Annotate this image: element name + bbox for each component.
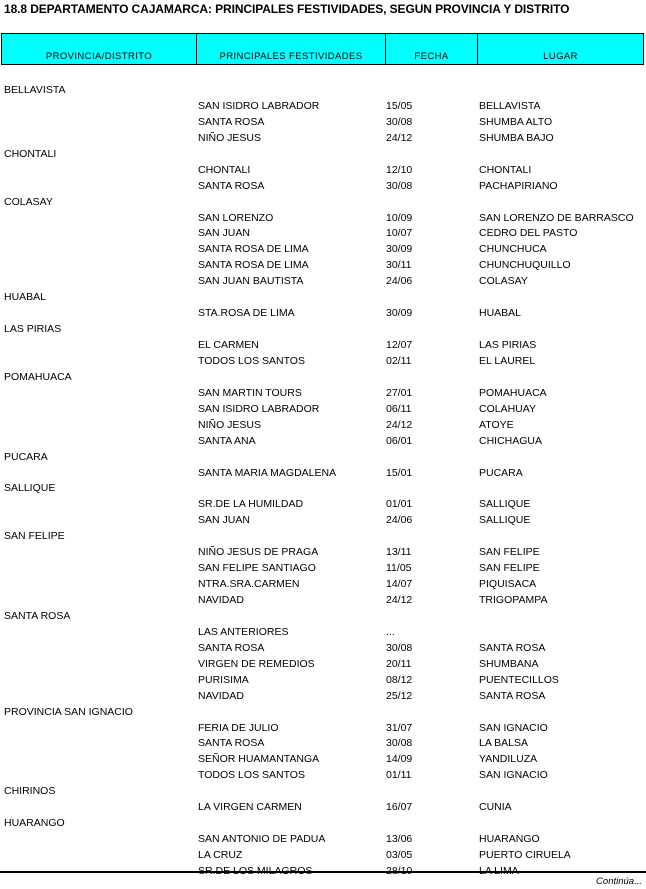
festividad-cell: SANTA MARIA MAGDALENA [198, 466, 337, 479]
header-festividades: PRINCIPALES FESTIVIDADES [197, 34, 386, 64]
table-row [0, 434, 646, 450]
fecha-cell: 14/09 [386, 753, 413, 766]
district-name: HUABAL [4, 291, 47, 304]
bottom-divider [0, 871, 646, 873]
table-row [0, 625, 646, 641]
lugar-cell: COLAHUAY [479, 402, 536, 415]
table-row [0, 115, 646, 131]
lugar-cell: SANTA ROSA [479, 641, 546, 654]
festividad-cell: TODOS LOS SANTOS [198, 769, 305, 782]
fecha-cell: 01/01 [386, 498, 413, 511]
lugar-cell: TRIGOPAMPA [479, 594, 548, 606]
festividad-cell: SAN FELIPE SANTIAGO [198, 562, 316, 575]
fecha-cell: 12/07 [386, 339, 413, 351]
fecha-cell: 30/08 [386, 737, 413, 750]
festividad-cell: SAN ISIDRO LABRADOR [198, 402, 320, 415]
lugar-cell: SAN IGNACIO [479, 721, 548, 734]
district-name: HUARANGO [4, 817, 65, 830]
lugar-cell: SAN FELIPE [479, 562, 540, 575]
district-name: CHONTALI [4, 147, 57, 160]
fecha-cell: 08/12 [386, 673, 413, 686]
table-body [0, 83, 646, 880]
table-row [0, 689, 646, 705]
lugar-cell: PUCARA [479, 466, 523, 479]
lugar-cell: LA BALSA [479, 737, 529, 750]
table-row [0, 561, 646, 577]
festividad-cell: LA CRUZ [198, 849, 243, 861]
table-row [0, 577, 646, 593]
district-row [0, 370, 646, 386]
table-row [0, 466, 646, 482]
district-row [0, 705, 646, 721]
lugar-cell: POMAHUACA [479, 386, 547, 399]
district-row [0, 784, 646, 800]
table-row [0, 800, 646, 816]
table-row [0, 179, 646, 195]
district-name: POMAHUACA [4, 370, 72, 383]
lugar-cell: SAN LORENZO DE BARRASCO [479, 211, 634, 224]
district-name: PROVINCIA SAN IGNACIO [4, 705, 133, 718]
fecha-cell: 30/09 [386, 243, 413, 256]
district-name: SANTA ROSA [4, 609, 71, 622]
table-row [0, 657, 646, 673]
fecha-cell: 10/09 [386, 211, 413, 224]
lugar-cell: CEDRO DEL PASTO [479, 227, 578, 240]
lugar-cell: LA LIMA [479, 864, 519, 877]
fecha-cell: 30/08 [386, 179, 413, 192]
table-row [0, 226, 646, 242]
table-row [0, 242, 646, 258]
district-row [0, 322, 646, 338]
festividad-cell: SR.DE LA HUMILDAD [198, 498, 304, 511]
fecha-cell: 30/11 [386, 259, 412, 272]
festividad-cell: LAS ANTERIORES [198, 625, 289, 638]
fecha-cell: 31/07 [386, 721, 413, 734]
festividad-cell: TODOS LOS SANTOS [198, 354, 305, 367]
fecha-cell: 13/11 [386, 546, 412, 559]
district-name: SAN FELIPE [4, 530, 65, 543]
district-name: CHIRINOS [4, 785, 56, 798]
lugar-cell: CHUNCHUCA [479, 243, 547, 256]
lugar-cell: PIQUISACA [479, 578, 537, 591]
fecha-cell: 27/01 [386, 386, 413, 399]
festividad-cell: CHONTALI [198, 163, 251, 176]
district-row [0, 481, 646, 497]
festividad-cell: STA.ROSA DE LIMA [198, 307, 295, 320]
table-row [0, 593, 646, 609]
header-fecha: FECHA [386, 34, 478, 64]
fecha-cell: 06/01 [386, 434, 413, 447]
fecha-cell: 30/08 [386, 641, 413, 654]
fecha-cell: 25/12 [386, 689, 413, 702]
table-header [1, 33, 644, 65]
table-row [0, 641, 646, 657]
lugar-cell: CHUNCHUQUILLO [479, 259, 571, 272]
table-row [0, 513, 646, 529]
festividad-cell: SEÑOR HUAMANTANGA [198, 753, 320, 766]
fecha-cell: 24/12 [386, 131, 413, 144]
festividad-cell: SAN JUAN BAUTISTA [198, 275, 304, 288]
district-row [0, 609, 646, 625]
district-name: LAS PIRIAS [4, 323, 62, 336]
table-row [0, 402, 646, 418]
table-row [0, 163, 646, 179]
festividad-cell: SANTA ROSA [198, 641, 265, 654]
festividad-cell: NIÑO JESUS [198, 418, 262, 431]
fecha-cell: 20/11 [386, 657, 412, 670]
fecha-cell: 12/10 [386, 163, 413, 176]
festividad-cell: SAN JUAN [198, 514, 250, 527]
lugar-cell: CHONTALI [479, 163, 532, 176]
festividad-cell: FERIA DE JULIO [198, 721, 279, 734]
lugar-cell: YANDILUZA [479, 753, 538, 766]
table-row [0, 306, 646, 322]
fecha-cell: 03/05 [386, 849, 413, 861]
festividad-cell: NAVIDAD [198, 594, 244, 606]
festividad-cell: SAN MARTIN TOURS [198, 386, 302, 399]
lugar-cell: BELLAVISTA [479, 99, 541, 112]
lugar-cell: SALLIQUE [479, 514, 531, 527]
table-row [0, 497, 646, 513]
table-row [0, 545, 646, 561]
district-name: PUCARA [4, 450, 48, 463]
fecha-cell: 24/06 [386, 514, 413, 527]
fecha-cell: 14/07 [386, 578, 413, 591]
lugar-cell: CUNIA [479, 801, 512, 814]
lugar-cell: SAN IGNACIO [479, 769, 548, 782]
table-row [0, 354, 646, 370]
lugar-cell: CHICHAGUA [479, 434, 543, 447]
table-row [0, 721, 646, 737]
table-row [0, 99, 646, 115]
festividad-cell: NAVIDAD [198, 689, 244, 702]
district-row [0, 450, 646, 466]
table-row [0, 848, 646, 864]
lugar-cell: SHUMBANA [479, 657, 539, 670]
fecha-cell: 15/01 [386, 466, 413, 479]
festividad-cell: SR.DE LOS MILAGROS [198, 864, 313, 877]
district-name: SALLIQUE [4, 482, 56, 495]
festividad-cell: SANTA ROSA DE LIMA [198, 259, 309, 272]
festividad-cell: VIRGEN DE REMEDIOS [198, 657, 315, 670]
fecha-cell: 24/12 [386, 594, 413, 606]
lugar-cell: SHUMBA ALTO [479, 115, 553, 128]
fecha-cell: 13/06 [386, 833, 413, 846]
lugar-cell: SALLIQUE [479, 498, 531, 511]
table-row [0, 832, 646, 848]
festividad-cell: SANTA ANA [198, 434, 256, 447]
district-row [0, 816, 646, 832]
fecha-cell: 10/07 [386, 227, 413, 240]
lugar-cell: HUARANGO [479, 833, 540, 846]
table-row [0, 386, 646, 402]
festividad-cell: SAN JUAN [198, 227, 250, 240]
festividad-cell: EL CARMEN [198, 339, 259, 351]
festividad-cell: SANTA ROSA [198, 179, 265, 192]
table-row [0, 752, 646, 768]
table-row [0, 258, 646, 274]
lugar-cell: HUABAL [479, 307, 522, 320]
fecha-cell: 28/10 [386, 864, 413, 877]
table-row [0, 338, 646, 354]
table-row [0, 131, 646, 147]
fecha-cell: 16/07 [386, 801, 413, 814]
table-row [0, 673, 646, 689]
fecha-cell: 11/05 [386, 562, 412, 575]
header-provincia: PROVINCIA/DISTRITO [2, 34, 197, 64]
district-row [0, 83, 646, 99]
table-row [0, 211, 646, 227]
lugar-cell: COLASAY [479, 275, 528, 288]
fecha-cell: ... [386, 625, 395, 638]
fecha-cell: 01/11 [386, 769, 412, 782]
table-row [0, 274, 646, 290]
lugar-cell: SANTA ROSA [479, 689, 546, 702]
festividad-cell: NIÑO JESUS [198, 131, 262, 144]
fecha-cell: 06/11 [386, 402, 412, 415]
fecha-cell: 02/11 [386, 354, 412, 367]
district-row [0, 195, 646, 211]
festividad-cell: LA VIRGEN CARMEN [198, 801, 302, 814]
festividad-cell: SAN LORENZO [198, 211, 274, 224]
lugar-cell: ATOYE [479, 418, 514, 431]
table-row [0, 418, 646, 434]
lugar-cell: PACHAPIRIANO [479, 179, 558, 192]
district-name: COLASAY [4, 195, 53, 208]
page-title: 18.8 DEPARTAMENTO CAJAMARCA: PRINCIPALES FESTIVIDADES, SEGUN PROVINCIA Y DISTRITO [4, 2, 570, 16]
festividad-cell: NTRA.SRA.CARMEN [198, 578, 300, 591]
district-row [0, 290, 646, 306]
festividad-cell: SANTA ROSA DE LIMA [198, 243, 309, 256]
table-row [0, 768, 646, 784]
festividad-cell: SAN ANTONIO DE PADUA [198, 833, 326, 846]
fecha-cell: 15/05 [386, 99, 413, 112]
lugar-cell: SHUMBA BAJO [479, 131, 554, 144]
festividad-cell: SANTA ROSA [198, 115, 265, 128]
fecha-cell: 24/12 [386, 418, 413, 431]
district-name: BELLAVISTA [4, 84, 66, 96]
festividad-cell: PURISIMA [198, 673, 249, 686]
fecha-cell: 30/08 [386, 115, 413, 128]
district-row [0, 529, 646, 545]
festividad-cell: SANTA ROSA [198, 737, 265, 750]
festividad-cell: SAN ISIDRO LABRADOR [198, 99, 320, 112]
header-lugar: LUGAR [543, 51, 578, 62]
lugar-cell: LAS PIRIAS [479, 339, 537, 351]
festividad-cell: NIÑO JESUS DE PRAGA [198, 546, 319, 559]
lugar-cell: EL LAUREL [479, 354, 536, 367]
continua-note: Continúa... [596, 876, 642, 887]
lugar-cell: PUENTECILLOS [479, 673, 559, 686]
lugar-cell: SAN FELIPE [479, 546, 540, 559]
table-row [0, 736, 646, 752]
district-row [0, 147, 646, 163]
fecha-cell: 30/09 [386, 307, 413, 320]
fecha-cell: 24/06 [386, 275, 413, 288]
lugar-cell: PUERTO CIRUELA [479, 849, 571, 861]
